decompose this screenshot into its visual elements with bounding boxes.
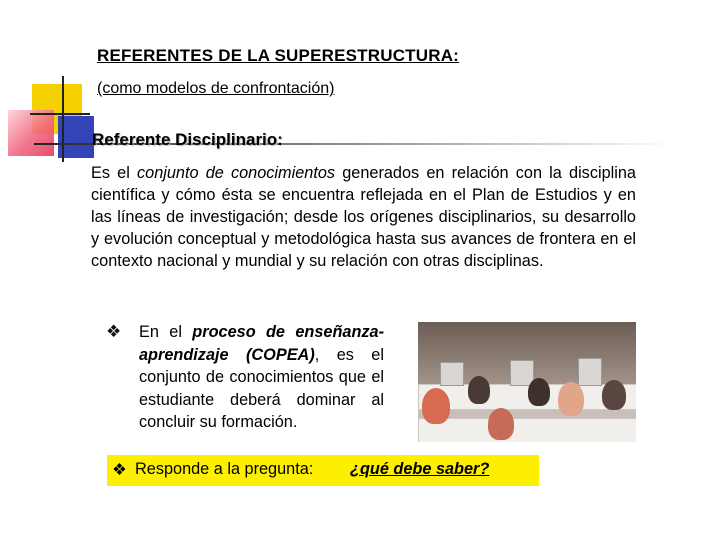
photo-student [602,380,626,410]
diamond-bullet-icon: ❖ [112,461,127,479]
bullet-rest: , es el conjunto de conocimientos que el estudiante deberá dominar al concluir su formación. [139,345,384,431]
decor-vertical-line [62,76,64,162]
bullet-prefix: En el [139,323,193,341]
bullet-text [139,321,384,434]
paragraph-intro: Es el [91,164,137,182]
photo-monitor [440,362,464,386]
classroom-photo [418,322,636,442]
section-heading: Referente Disciplinario: [92,130,283,149]
bullet-item [106,321,384,434]
slide-title: REFERENTES DE LA SUPERESTRUCTURA: [97,46,460,65]
photo-student [528,378,550,406]
body-paragraph [91,162,636,272]
decor-short-line [30,113,90,115]
paragraph-emphasis: conjunto de conocimientos [137,164,336,182]
paragraph-rest: generados en relación con la disciplina científica y cómo ésta se encuentra reflejada en el Plan de Estudios y en las líneas de investigación; desde los orígenes disciplinarios, su desarrollo y evolución conceptual y metodológica hasta sus avances de frontera en el contexto nacional y mundial y su relación con otras disciplinas. [91,164,636,270]
question-text: Responde a la pregunta: [135,460,314,478]
photo-student [468,376,490,404]
photo-student [488,408,514,440]
photo-student [422,388,450,424]
photo-desk-front [418,418,636,442]
photo-monitor [578,358,602,386]
photo-student [558,382,584,416]
diamond-bullet-icon: ❖ [106,322,122,341]
bullet-emphasis: proceso de enseñanza-aprendizaje (COPEA) [139,323,385,364]
decor-pink-square [8,110,54,156]
slide-subtitle: (como modelos de confrontación) [97,80,335,97]
question-highlight [107,455,539,486]
question-ask: ¿qué debe saber? [350,460,490,478]
